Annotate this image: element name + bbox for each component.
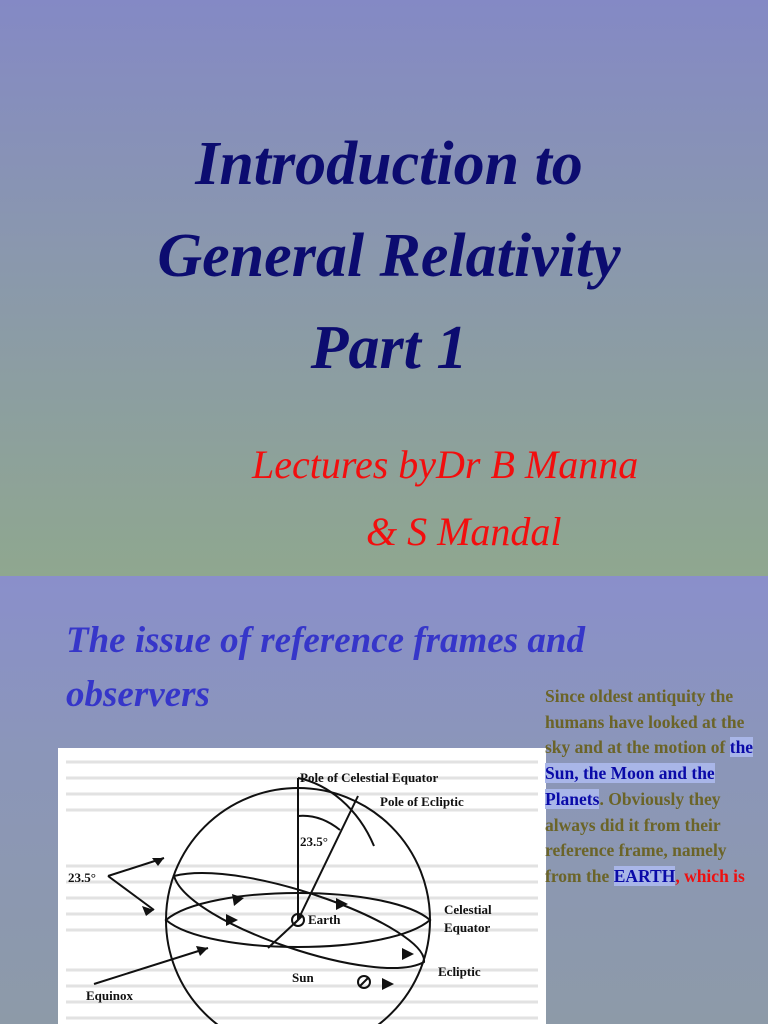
- title-line-1: Introduction to: [195, 130, 583, 198]
- paragraph-part-1: Since oldest antiquity the humans have looked at the sky and at the motion of: [545, 686, 745, 758]
- angle-arc: [298, 816, 340, 830]
- label-earth: Earth: [308, 912, 341, 927]
- author-line-2: & S Mandal: [366, 509, 562, 554]
- slide-title: [0, 118, 768, 394]
- ecliptic-pole-axis: [298, 796, 358, 920]
- celestial-sphere-diagram: [58, 748, 546, 1024]
- label-equinox: Equinox: [86, 988, 133, 1003]
- highlight-sun-moon-planets: the Sun, the Moon and the Planets: [545, 737, 754, 809]
- label-celestial: Celestial: [444, 902, 492, 917]
- body-paragraph: [545, 684, 765, 890]
- label-angle-outer: 23.5°: [68, 870, 96, 885]
- label-pole-ecliptic: Pole of Ecliptic: [380, 794, 464, 809]
- title-line-2: General Relativity: [157, 222, 621, 290]
- arrow-head: [382, 978, 394, 990]
- ecliptic-line: [174, 873, 424, 968]
- highlight-earth: EARTH: [613, 865, 676, 886]
- arrow-head: [336, 898, 348, 910]
- arrow-head: [402, 948, 414, 960]
- label-ecliptic: Ecliptic: [438, 964, 481, 979]
- label-sun: Sun: [292, 970, 314, 985]
- content-slide: [0, 576, 768, 1024]
- label-angle-inner: 23.5°: [300, 834, 328, 849]
- label-equator: Equator: [444, 920, 491, 935]
- equinox-line: [94, 948, 208, 984]
- paragraph-part-2: . Obviously they always did it from their reference frame, namely from the: [545, 788, 727, 886]
- title-line-3: Part 1: [310, 314, 468, 382]
- label-pole-celestial: Pole of Celestial Equator: [300, 770, 439, 785]
- slide-heading: The issue of reference frames and observers: [66, 620, 585, 715]
- paragraph-part-3: , which is: [675, 865, 745, 886]
- author-line-1: Lectures byDr B Manna: [252, 442, 639, 487]
